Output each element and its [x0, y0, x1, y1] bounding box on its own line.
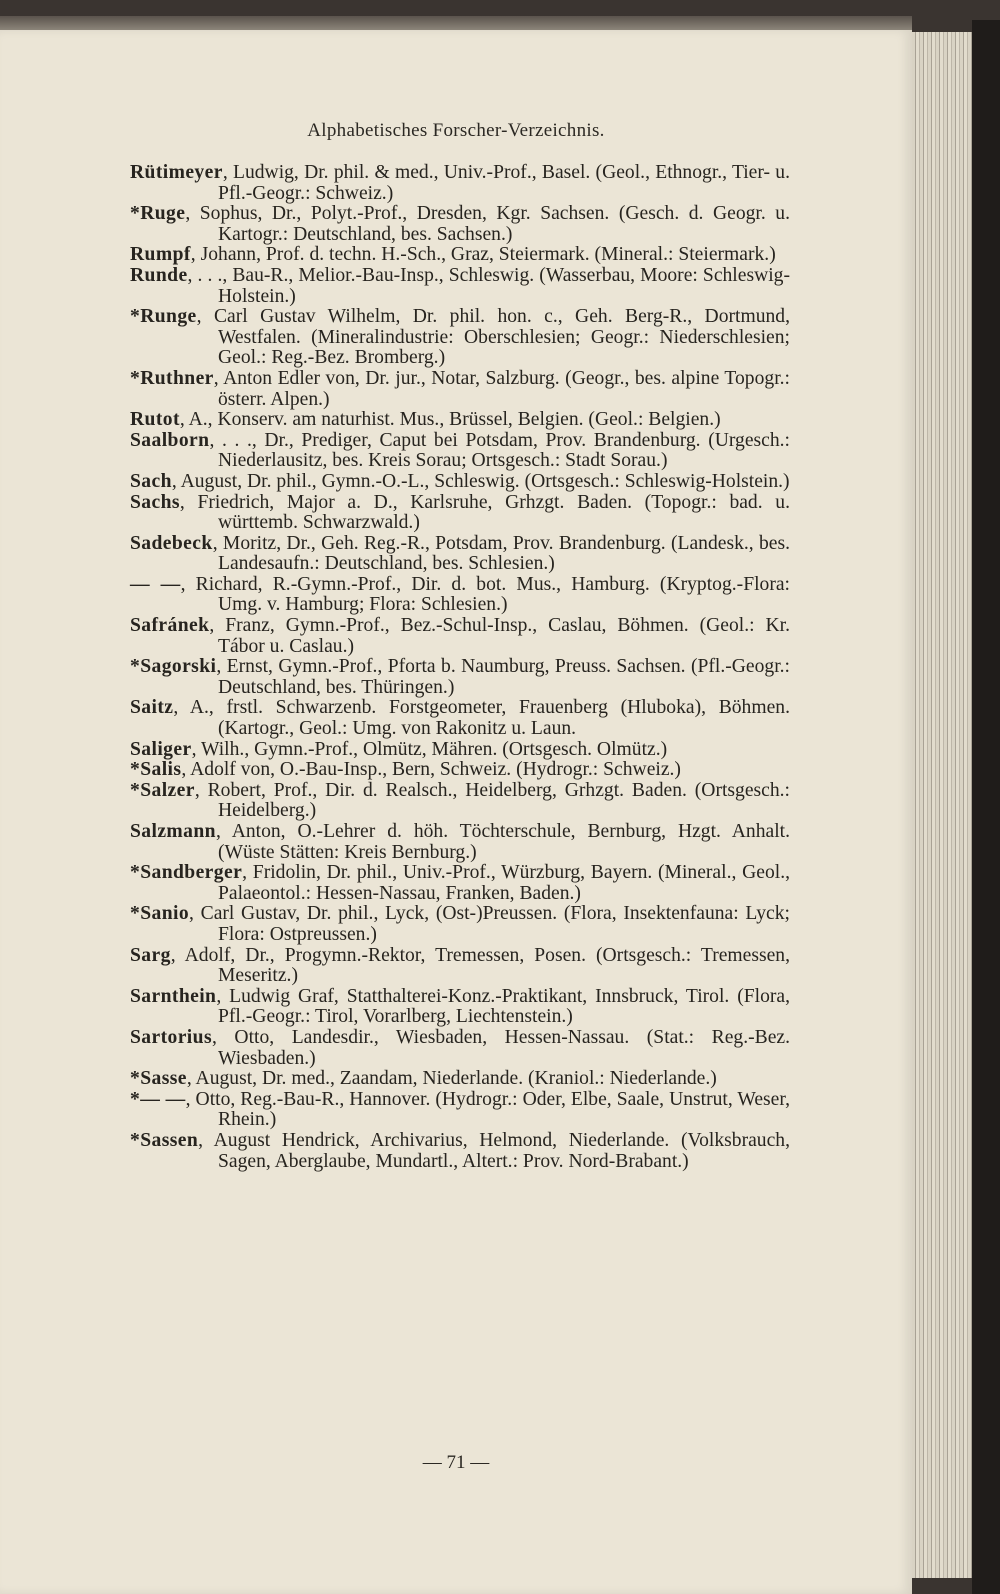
list-item — [130, 472, 790, 493]
entry-text: , Johann, Prof. d. techn. H.-Sch., Graz, Steiermark. (Mineral.: Steiermark.) — [190, 244, 776, 266]
page-number: — 71 — — [422, 1452, 490, 1473]
entry-text: , Carl Gustav Wilhelm, Dr. phil. hon. c., Geh. Berg-R., Dortmund, Westfalen. (Mineralindustrie: Oberschlesien; Geogr.: Niederschlesien; Geol.: Reg.-Bez. Bromberg.) — [196, 306, 790, 369]
entry-text: , Franz, Gymn.-Prof., Bez.-Schul-Insp., Caslau, Böhmen. (Geol.: Kr. Tábor u. Caslau.) — [209, 615, 790, 657]
entry-name: *Ruthner — [130, 367, 214, 389]
entry-name: Sach — [130, 470, 172, 492]
entry-text: , Ernst, Gymn.-Prof., Pforta b. Naumburg, Preuss. Sachsen. (Pfl.-Geogr.: Deutschland, bes. Thüringen.) — [216, 656, 790, 698]
entry-text: , August Hendrick, Archivarius, Helmond, Niederlande. (Volksbrauch, Sagen, Aberglaube, Mundartl., Altert.: Prov. Nord-Brabant.) — [198, 1129, 790, 1172]
entry-text: , Anton Edler von, Dr. jur., Notar, Salzburg. (Geogr., bes. alpine Topogr.: österr. Alpen.) — [213, 367, 790, 410]
entry-text: , August, Dr. phil., Gymn.-O.-L., Schleswig. (Ortsgesch.: Schleswig-Holstein.) — [171, 470, 790, 492]
list-item — [130, 307, 790, 369]
entry-name: Rütimeyer — [130, 162, 223, 183]
list-item — [130, 1131, 790, 1172]
entry-name: Rutot — [130, 409, 180, 431]
entry-text: , Richard, R.-Gymn.-Prof., Dir. d. bot. Mus., Hamburg. (Kryptog.-Flora: Umg. v. Hamburg; Flora: Schlesien.) — [180, 573, 790, 616]
entry-text: , Friedrich, Major a. D., Karlsruhe, Grhzgt. Baden. (Topogr.: bad. u. württemb. Schwarzwald.) — [179, 491, 790, 534]
list-item — [130, 1090, 790, 1131]
entry-name: *Sanio — [130, 903, 190, 925]
list-item — [130, 987, 790, 1028]
entry-name: Safránek — [130, 615, 210, 637]
list-item — [130, 204, 790, 245]
entry-text: , Adolf, Dr., Progymn.-Rektor, Tremessen, Posen. (Ortsgesch.: Tremessen, Meseritz.) — [170, 944, 790, 987]
list-item — [130, 904, 790, 945]
running-header: Alphabetisches Forscher-Verzeichnis. — [307, 120, 605, 141]
entry-text: , Robert, Prof., Dir. d. Realsch., Heidelberg, Grhzgt. Baden. (Ortsgesch.: Heidelberg.) — [194, 779, 790, 822]
entry-name: *Sandberger — [130, 862, 243, 884]
entry-text: , A., frstl. Schwarzenb. Forstgeometer, Frauenberg (Hluboka), Böhmen. (Kartogr., Geol.: Umg. von Rakonitz u. Laun. — [173, 697, 790, 740]
list-item — [130, 781, 790, 822]
entry-name: *Ruge — [130, 203, 186, 225]
list-item — [130, 863, 790, 904]
book-cover-edge — [972, 20, 1000, 1594]
entry-text: , Anton, O.-Lehrer d. höh. Töchterschule, Bernburg, Hzgt. Anhalt. (Wüste Stätten: Kreis Bernburg.) — [215, 821, 790, 863]
entry-name: Salzmann — [130, 821, 216, 842]
list-item — [130, 534, 790, 575]
entry-name: *Salis — [130, 759, 182, 781]
entry-text: , Ludwig, Dr. phil. & med., Univ.-Prof., Basel. (Geol., Ethnogr., Tier- u. Pfl.-Geogr.: Schweiz.) — [218, 162, 790, 204]
entry-text: , Carl Gustav, Dr. phil., Lyck, (Ost-)Preussen. (Flora, Insektenfauna: Lyck; Flora: Ostpreussen.) — [189, 903, 790, 945]
list-item — [130, 410, 790, 431]
top-border — [0, 16, 912, 30]
entry-name: Saliger — [130, 738, 192, 760]
list-item — [130, 1069, 790, 1090]
list-item — [130, 369, 790, 410]
entry-name: *Sasse — [130, 1068, 187, 1090]
entry-name: Sarnthein — [130, 985, 217, 1007]
entry-text: , Adolf von, O.-Bau-Insp., Bern, Schweiz. (Hydrogr.: Schweiz.) — [181, 759, 681, 781]
list-item — [130, 657, 790, 698]
list-item — [130, 616, 790, 657]
list-item — [130, 740, 790, 761]
entry-text: , A., Konserv. am naturhist. Mus., Brüssel, Belgien. (Geol.: Belgien.) — [179, 409, 721, 431]
entry-text: , Sophus, Dr., Polyt.-Prof., Dresden, Kgr. Sachsen. (Gesch. d. Geogr. u. Kartogr.: Deutschland, bes. Sachsen.) — [185, 203, 790, 245]
entry-text: , Fridolin, Dr. phil., Univ.-Prof., Würzburg, Bayern. (Mineral., Geol., Palaeontol.: Hessen-Nassau, Franken, Baden.) — [218, 862, 790, 904]
entry-name: Rumpf — [130, 244, 191, 266]
list-item — [130, 698, 790, 739]
page-edges — [912, 32, 972, 1578]
list-item — [130, 822, 790, 863]
entry-name: *— — — [130, 1088, 186, 1110]
entry-name: Saitz — [130, 697, 174, 719]
list-item — [130, 575, 790, 616]
entry-name: — — — [130, 573, 181, 595]
entry-text: , Moritz, Dr., Geh. Reg.-R., Potsdam, Prov. Brandenburg. (Landesk., bes. Landesaufn.: Deutschland, bes. Schlesien.) — [212, 532, 790, 575]
entry-text: , . . ., Dr., Prediger, Caput bei Potsdam, Prov. Brandenburg. (Urgesch.: Niederlausitz, bes. Kreis Sorau; Ortsgesch.: Stadt Sorau.) — [209, 429, 790, 472]
list-item — [130, 946, 790, 987]
entry-text: , August, Dr. med., Zaandam, Niederlande. (Kraniol.: Niederlande.) — [186, 1068, 717, 1090]
entry-name: *Sagorski — [130, 656, 217, 678]
entry-text: , . . ., Bau-R., Melior.-Bau-Insp., Schleswig. (Wasserbau, Moore: Schleswig-Holstein.) — [187, 264, 790, 307]
entry-name: Saalborn — [130, 429, 210, 451]
entry-name: Sartorius — [130, 1026, 212, 1048]
entry-name: *Runge — [130, 306, 197, 328]
entry-name: Sachs — [130, 491, 180, 513]
entry-list — [130, 163, 790, 1172]
entry-name: *Sassen — [130, 1129, 199, 1151]
list-item — [130, 266, 790, 307]
entry-name: Runde — [130, 264, 188, 286]
list-item — [130, 245, 790, 266]
entry-name: Sadebeck — [130, 532, 213, 554]
list-item — [130, 163, 790, 204]
entry-text: , Ludwig Graf, Statthalterei-Konz.-Praktikant, Innsbruck, Tirol. (Flora, Pfl.-Geogr.: Tirol, Vorarlberg, Liechtenstein.) — [216, 985, 790, 1028]
list-item — [130, 760, 790, 781]
entry-text: , Wilh., Gymn.-Prof., Olmütz, Mähren. (Ortsgesch. Olmütz.) — [191, 738, 668, 760]
list-item — [130, 493, 790, 534]
list-item — [130, 1028, 790, 1069]
entry-text: , Otto, Landesdir., Wiesbaden, Hessen-Nassau. (Stat.: Reg.-Bez. Wiesbaden.) — [211, 1026, 790, 1069]
entry-name: Sarg — [130, 944, 171, 966]
list-item — [130, 431, 790, 472]
entry-text: , Otto, Reg.-Bau-R., Hannover. (Hydrogr.: Oder, Elbe, Saale, Unstrut, Weser, Rhein.) — [185, 1088, 791, 1131]
entry-name: *Salzer — [130, 779, 195, 801]
